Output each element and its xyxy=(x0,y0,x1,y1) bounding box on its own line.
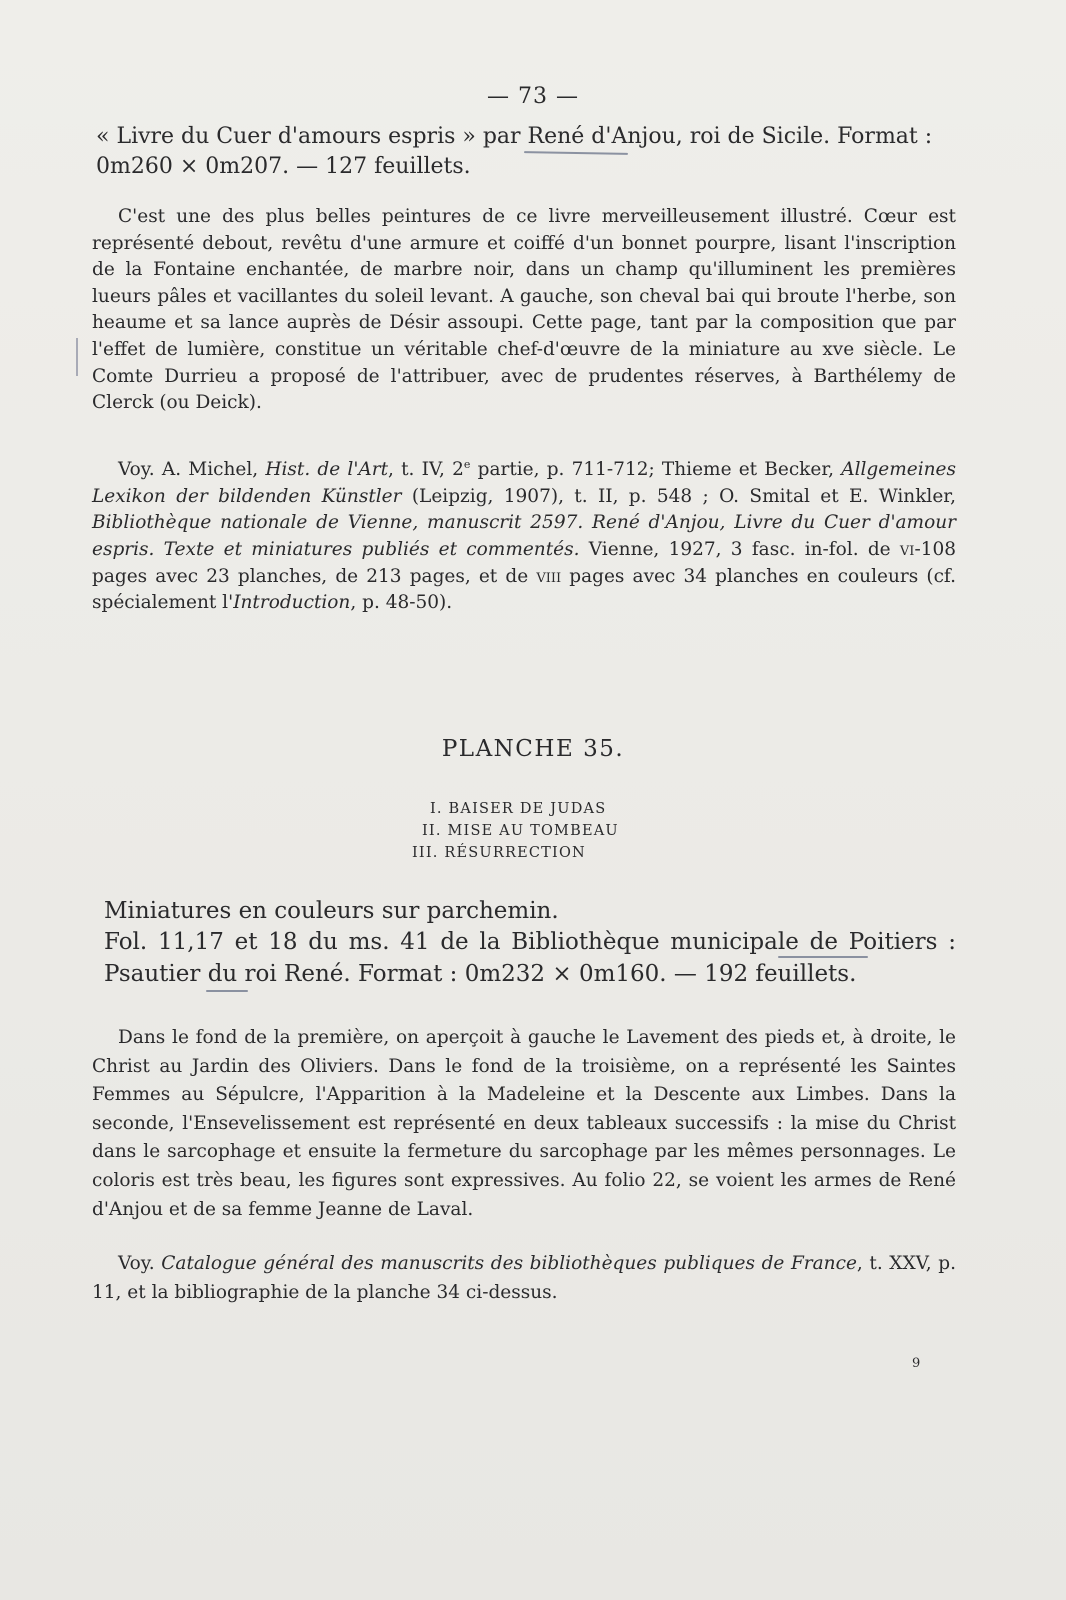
plate-35-medium: Miniatures en couleurs sur parchemin. xyxy=(104,898,559,924)
plate-35-description-text: Dans le fond de la première, on aperçoit à gauche le Lavement des pieds et, à droite, le Christ au Jardin des Oliviers. Dans le fond de la troisième, on a représenté les Saintes Femmes au Sépulcre, l'Apparition à la Madeleine et la Descente aux Limbes. Dans la seconde, l'Ensevelissement est représenté en deux tableaux successifs : la mise du Christ dans le sarcophage et ensuite la fermeture du sarcophage par les mêmes personnages. Le coloris est très beau, les figures sont expressives. Au folio 22, se voient les armes de René d'Anjou et de sa femme Jeanne de Laval. xyxy=(92,1027,956,1220)
planche-35-item: III. RÉSURRECTION xyxy=(412,845,586,861)
plate-35-description xyxy=(92,1024,956,1224)
margin-pencil-mark xyxy=(76,338,78,376)
plate-34-description-text: C'est une des plus belles peintures de ce livre merveilleusement illustré. Cœur est représenté debout, revêtu d'une armure et coiffé d'un bonnet pourpre, lisant l'inscription de la Fontaine enchantée, de marbre noir, dans un champ qu'illuminent les premières lueurs pâles et vacillantes du soleil levant. A gauche, son cheval bai qui broute l'herbe, son heaume et sa lance auprès de Désir assoupi. Cette page, tant par la composition que par l'effet de lumière, constitue un véritable chef-d'œuvre de la miniature au xve siècle. Le Comte Durrieu a proposé de l'attribuer, avec de prudentes réserves, à Barthélemy de Clerck (ou Deick). xyxy=(92,206,956,414)
planche-35-item: I. BAISER DE JUDAS xyxy=(430,801,607,817)
planche-35-contents xyxy=(412,798,619,864)
signature-mark: 9 xyxy=(912,1356,921,1371)
plate-34-heading-line2: 0m260 × 0m207. — 127 feuillets. xyxy=(96,154,471,179)
planche-35-item: II. MISE AU TOMBEAU xyxy=(422,823,619,839)
plate-35-bibliography: Voy. Catalogue général des manuscrits des bibliothèques publiques de France, t. XXV, p. 11, et la bibliographie de la planche 34 ci-dessus. xyxy=(92,1253,956,1303)
plate-34-bibliography: Voy. A. Michel, Hist. de l'Art, t. IV, 2e partie, p. 711-712; Thieme et Becker, Allgemeines Lexikon der bildenden Künstler (Leipzig, 1907), t. II, p. 548 ; O. Smital et E. Winkler, Bibliothèque nationale de Vienne, manuscrit 2597. René d'Anjou, Livre du Cuer d'amour espris. Texte et miniatures publiés et commentés. Vienne, 1927, 3 fasc. in-fol. de vi-108 pages avec 23 planches, de 213 pages, et de viii pages avec 34 planches en couleurs (cf. spécialement l'Introduction, p. 48-50). xyxy=(92,458,956,614)
plate-34-heading-line1: « Livre du Cuer d'amours espris » par René d'Anjou, roi de Sicile. Format : xyxy=(96,124,933,149)
pencil-underline-poitiers xyxy=(778,956,868,958)
planche-35-title: PLANCHE 35. xyxy=(441,736,625,762)
page-number-header: — 73 — xyxy=(487,84,579,109)
plate-35-source: Fol. 11,17 et 18 du ms. 41 de la Bibliothèque municipale de Poitiers : Psautier du roi René. Format : 0m232 × 0m160. — 192 feuillets. xyxy=(104,929,956,987)
pencil-underline-rene-2 xyxy=(206,990,248,992)
plate-34-description xyxy=(92,204,956,417)
